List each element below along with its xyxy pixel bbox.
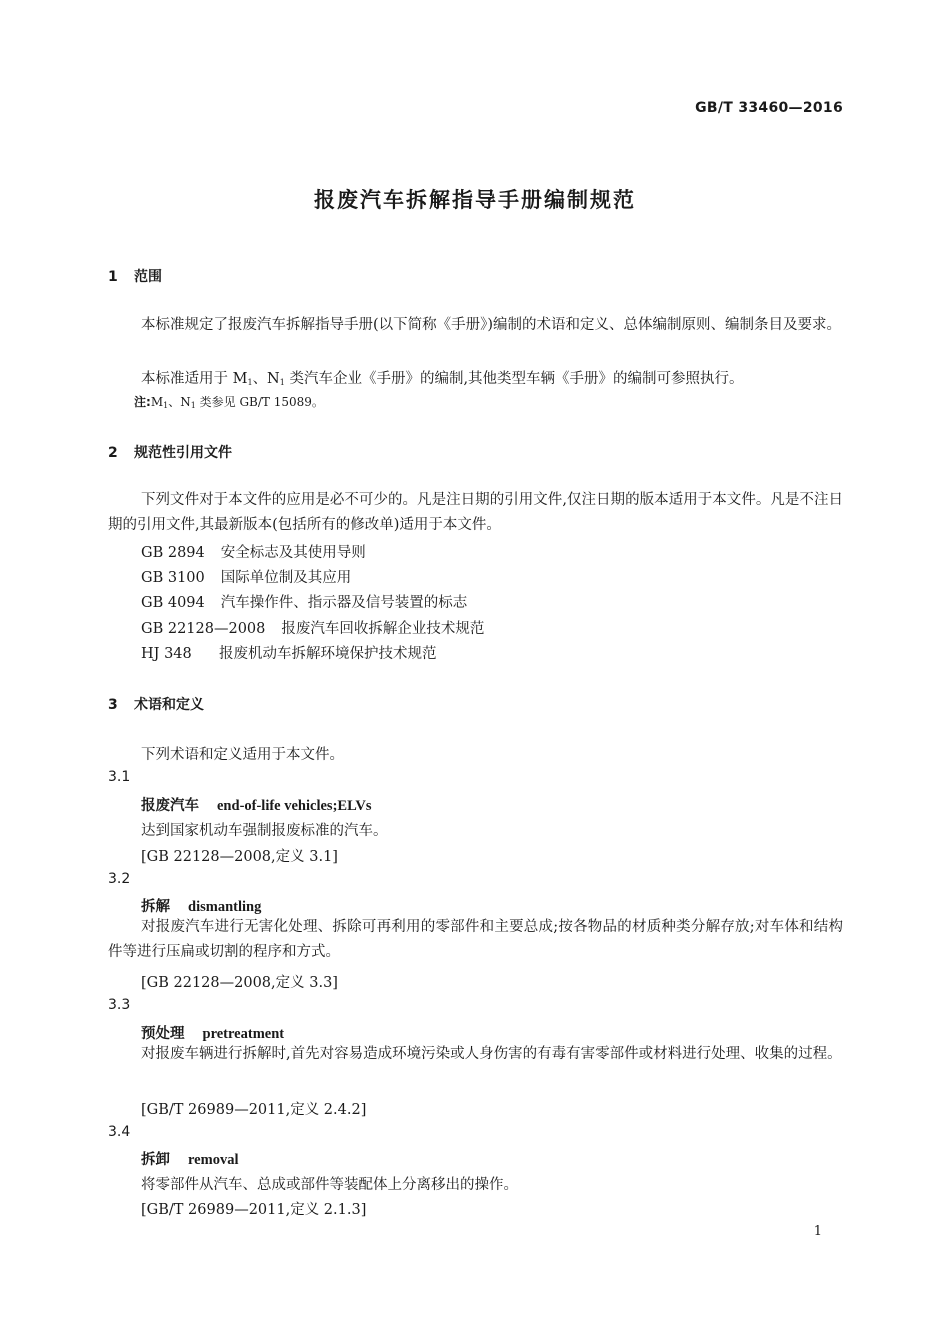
scope-paragraph-2: 本标准适用于 $M_1$、$N_1$ 类汽车企业《手册》的编制,其他类型车辆《手册》的编制可参照执行。 [141, 371, 744, 387]
term-number: 3.3 [108, 997, 131, 1013]
reference-item: GB 22128—2008 报废汽车回收拆解企业技术规范 [141, 621, 485, 637]
section-number: 1 [108, 269, 118, 285]
term-definition: 将零部件从汽车、总成或部件等装配体上分离移出的操作。 [141, 1177, 518, 1193]
section-heading-normative-references [108, 442, 232, 462]
section-heading-scope [108, 266, 162, 286]
term-heading: 拆解 dismantling [141, 899, 262, 915]
term-number: 3.2 [108, 871, 131, 887]
term-source: [GB/T 26989—2011,定义 2.4.2] [141, 1102, 367, 1118]
reference-item: GB 3100 国际单位制及其应用 [141, 570, 352, 586]
reference-item: GB 4094 汽车操作件、指示器及信号装置的标志 [141, 595, 468, 611]
scope-paragraph-1: 本标准规定了报废汽车拆解指导手册(以下简称《手册》)编制的术语和定义、总体编制原则、编制条目及要求。 [141, 317, 842, 333]
terms-intro: 下列术语和定义适用于本文件。 [141, 747, 344, 763]
term-heading: 报废汽车 end-of-life vehicles;ELVs [141, 798, 372, 814]
scope-note: 注$:M_1$、$N_1$ 类参见 GB/T 15089。 [134, 395, 324, 410]
term-number: 3.1 [108, 769, 131, 785]
normative-intro: 下列文件对于本文件的应用是必不可少的。凡是注日期的引用文件,仅注日期的版本适用于本文件。凡是不注日期的引用文件,其最新版本(包括所有的修改单)适用于本文件。 [108, 492, 843, 533]
section-title: 术语和定义 [134, 697, 204, 713]
reference-item: HJ 348 报废机动车拆解环境保护技术规范 [141, 646, 437, 662]
term-definition: 对报废汽车进行无害化处理、拆除可再利用的零部件和主要总成;按各物品的材质种类分解存放;对车体和结构件等进行压扁或切割的程序和方式。 [108, 919, 843, 960]
section-number: 3 [108, 697, 118, 713]
term-definition: 达到国家机动车强制报废标准的汽车。 [141, 823, 388, 839]
section-title: 规范性引用文件 [134, 445, 232, 461]
reference-item: GB 2894 安全标志及其使用导则 [141, 545, 366, 561]
standard-number: GB/T 33460—2016 [695, 100, 843, 116]
section-number: 2 [108, 445, 118, 461]
term-heading: 拆卸 removal [141, 1152, 239, 1168]
term-source: [GB/T 26989—2011,定义 2.1.3] [141, 1202, 367, 1218]
term-definition: 对报废车辆进行拆解时,首先对容易造成环境污染或人身伤害的有毒有害零部件或材料进行处理、收集的过程。 [141, 1046, 842, 1062]
term-heading: 预处理 pretreatment [141, 1026, 285, 1042]
term-number: 3.4 [108, 1124, 131, 1140]
page-number: 1 [813, 1224, 822, 1239]
term-source: [GB 22128—2008,定义 3.1] [141, 849, 338, 865]
section-heading-terms [108, 694, 204, 714]
section-title: 范围 [134, 269, 162, 285]
term-source: [GB 22128—2008,定义 3.3] [141, 975, 338, 991]
document-title: 报废汽车拆解指导手册编制规范 [314, 188, 636, 212]
